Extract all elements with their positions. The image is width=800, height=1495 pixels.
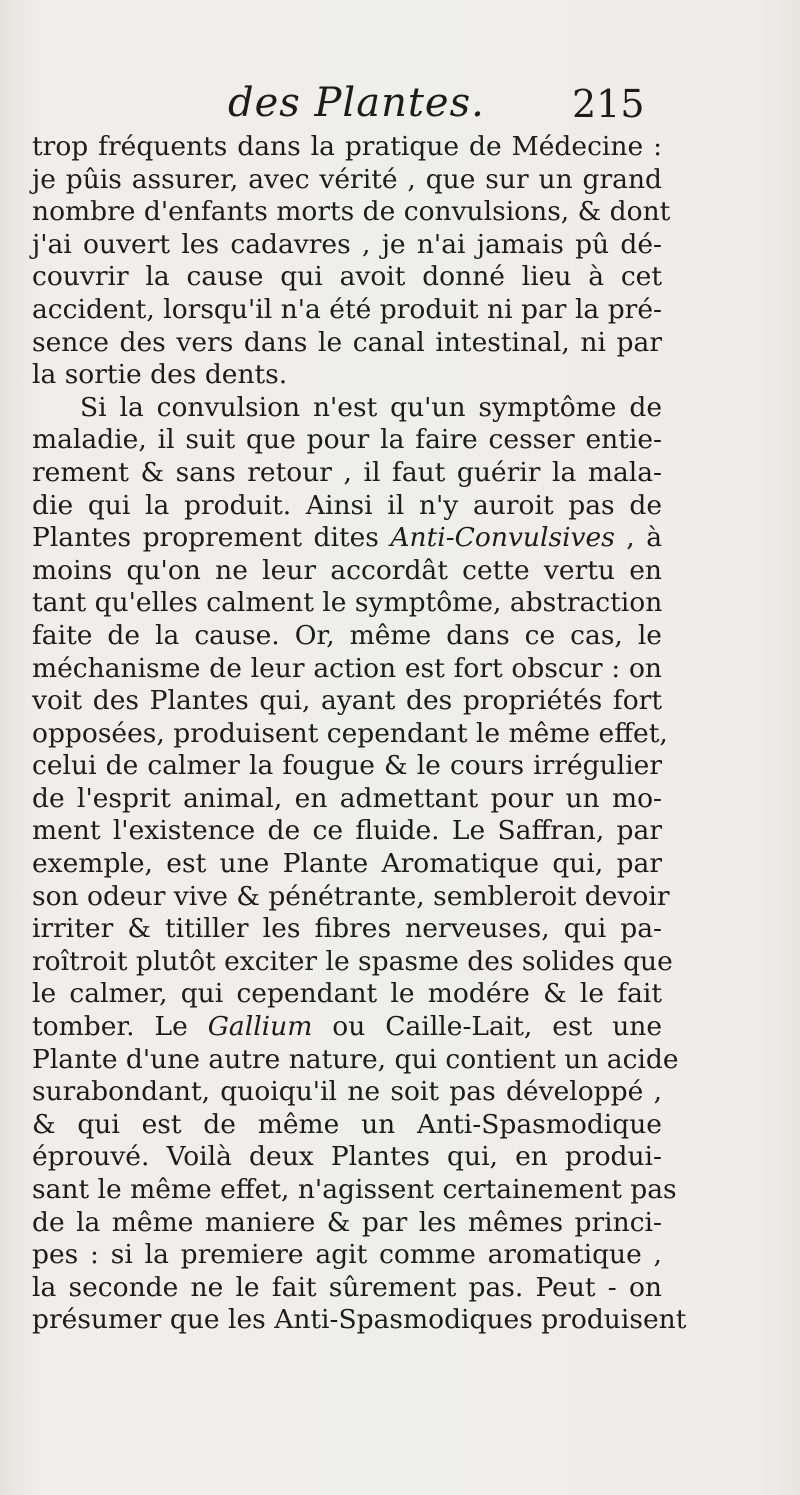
page-number: 215 [572, 82, 645, 126]
page-header [0, 80, 800, 130]
text-line: rement & sans retour , il faut guérir la mala- [32, 456, 662, 488]
text-line: accident, lorsqu'il n'a été produit ni par la pré- [32, 293, 662, 325]
text-line: la seconde ne le fait sûrement pas. Peut - on [32, 1271, 662, 1303]
text-line: irriter & titiller les fibres nerveuses, qui pa- [32, 913, 662, 945]
text-line: pes : si la premiere agit comme aromatique , [32, 1239, 662, 1271]
text-line: & qui est de même un Anti-Spasmodique [32, 1108, 662, 1140]
text-segment: Plantes proprement dites [32, 522, 391, 554]
text-line: trop fréquents dans la pratique de Médecine : [32, 131, 662, 162]
text-line: le calmer, qui cependant le modére & le fait [32, 978, 662, 1010]
text-line: Plante d'une autre nature, qui contient un acide [32, 1043, 679, 1075]
text-line: méchanisme de leur action est fort obscur : on [32, 652, 662, 684]
text-line: die qui la produit. Ainsi il n'y auroit pas de [32, 489, 662, 521]
text-line: roîtroit plutôt exciter le spasme des solides que [32, 945, 673, 977]
text-line: nombre d'enfants morts de convulsions, & dont [32, 196, 671, 228]
paragraph-start-line: Si la convulsion n'est qu'un symptôme de [80, 391, 662, 423]
text-line: éprouvé. Voilà deux Plantes qui, en produi- [32, 1141, 662, 1173]
text-segment: tomber. Le [32, 1011, 208, 1043]
text-line: de l'esprit animal, en admettant pour un mo- [32, 782, 662, 814]
text-line: surabondant, quoiqu'il ne soit pas développé , [32, 1076, 662, 1108]
text-line: la sortie des dents. [32, 359, 288, 391]
text-line: je pûis assurer, avec vérité , que sur un grand [32, 163, 662, 195]
text-line: celui de calmer la fougue & le cours irrégulier [32, 750, 662, 782]
text-line: couvrir la cause qui avoit donné lieu à cet [32, 261, 662, 293]
text-line: ment l'existence de ce fluide. Le Saffran, par [32, 815, 662, 847]
text-line: sence des vers dans le canal intestinal, ni par [32, 326, 662, 358]
body-text [32, 131, 687, 1337]
text-line-with-italic [32, 1011, 662, 1044]
text-line: voit des Plantes qui, ayant des propriétés fort [32, 685, 662, 717]
text-line: j'ai ouvert les cadavres , je n'ai jamais pû dé- [32, 228, 662, 260]
text-line: présumer que les Anti-Spasmodiques produisent [32, 1304, 687, 1336]
text-segment: , à [614, 522, 662, 554]
text-line: opposées, produisent cependant le même effet, [32, 717, 668, 749]
text-line: maladie, il suit que pour la faire cesser entie- [32, 424, 662, 456]
text-line: sant le même effet, n'agissent certainement pas [32, 1174, 677, 1205]
text-line: moins qu'on ne leur accordât cette vertu en [32, 554, 662, 586]
text-line: de la même maniere & par les mêmes princi- [32, 1206, 662, 1238]
text-segment: ou Caille-Lait, est une [312, 1011, 663, 1043]
running-title: des Plantes. [228, 80, 485, 126]
text-line: son odeur vive & pénétrante, sembleroit devoir [32, 880, 670, 912]
italic-term-gallium: Gallium [207, 1011, 313, 1043]
text-line: faite de la cause. Or, même dans ce cas, le [32, 619, 662, 651]
text-line: tant qu'elles calment le symptôme, abstraction [32, 587, 663, 619]
italic-term-anti-convulsives: Anti-Convulsives [390, 522, 615, 554]
text-line-with-italic [32, 522, 662, 555]
text-line: exemple, est une Plante Aromatique qui, par [32, 848, 662, 880]
